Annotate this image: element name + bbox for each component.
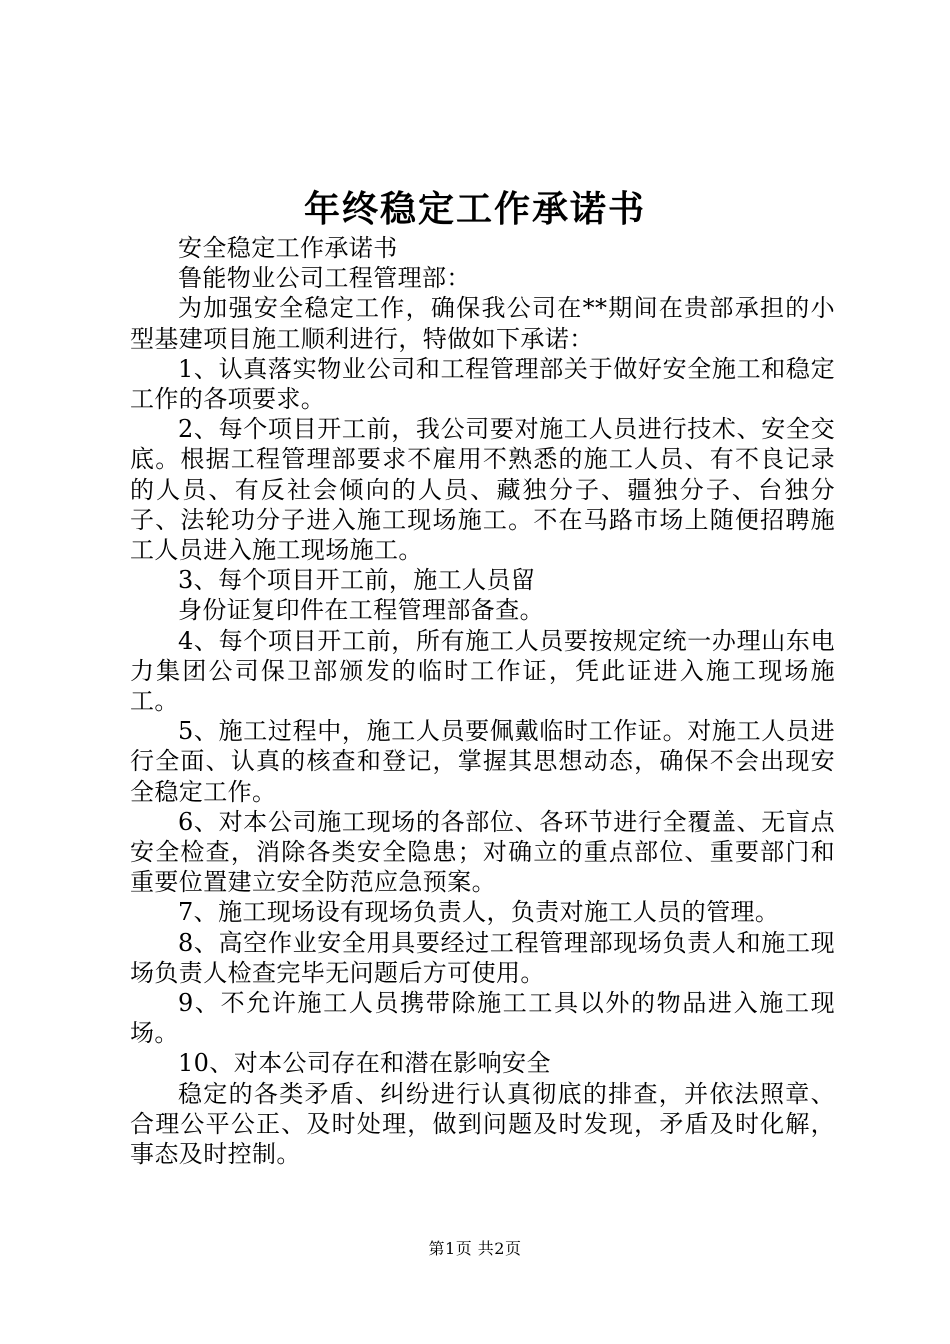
paragraph-item-3-continued: 身份证复印件在工程管理部备查。: [178, 596, 544, 625]
paragraph-item-3: 3、每个项目开工前，施工人员留: [178, 566, 536, 595]
paragraph-item-8: 8、高空作业安全用具要经过工程管理部现场负责人和施工现场负责人检查完毕无问题后方可使用。: [130, 928, 835, 987]
paragraph-item-2: 2、每个项目开工前，我公司要对施工人员进行技术、安全交底。根据工程管理部要求不雇用不熟悉的施工人员、有不良记录的人员、有反社会倾向的人员、藏独分子、疆独分子、台独分子、法轮功分子进入施工现场施工。不在马路市场上随便招聘施工人员进入施工现场施工。: [130, 415, 835, 565]
document-body: [130, 233, 835, 1169]
paragraph-item-5: 5、施工过程中，施工人员要佩戴临时工作证。对施工人员进行全面、认真的核查和登记，掌握其思想动态，确保不会出现安全稳定工作。: [130, 717, 835, 806]
paragraph-item-10: 10、对本公司存在和潜在影响安全: [178, 1049, 551, 1078]
paragraph-item-9: 9、不允许施工人员携带除施工工具以外的物品进入施工现场。: [130, 989, 835, 1048]
paragraph-item-10-continued: 稳定的各类矛盾、纠纷进行认真彻底的排查，并依法照章、合理公平公正、及时处理，做到问题及时发现，矛盾及时化解，事态及时控制。: [130, 1079, 835, 1169]
paragraph-addressee: 鲁能物业公司工程管理部：: [178, 264, 471, 293]
paragraph-item-6: 6、对本公司施工现场的各部位、各环节进行全覆盖、无盲点安全检查，消除各类安全隐患；对确立的重点部位、重要部门和重要位置建立安全防范应急预案。: [130, 807, 835, 897]
paragraph-item-4: 4、每个项目开工前，所有施工人员要按规定统一办理山东电力集团公司保卫部颁发的临时工作证，凭此证进入施工现场施工。: [130, 626, 835, 716]
page-number-footer: 第1页 共2页: [428, 1239, 522, 1258]
paragraph-item-7: 7、施工现场设有现场负责人，负责对施工人员的管理。: [178, 898, 780, 927]
paragraph-item-1: 1、认真落实物业公司和工程管理部关于做好安全施工和稳定工作的各项要求。: [130, 354, 835, 414]
paragraph-intro: 为加强安全稳定工作，确保我公司在**期间在贵部承担的小型基建项目施工顺利进行，特做如下承诺：: [130, 294, 835, 353]
paragraph-subtitle: 安全稳定工作承诺书: [178, 234, 398, 262]
document-title: 年终稳定工作承诺书: [303, 188, 646, 230]
